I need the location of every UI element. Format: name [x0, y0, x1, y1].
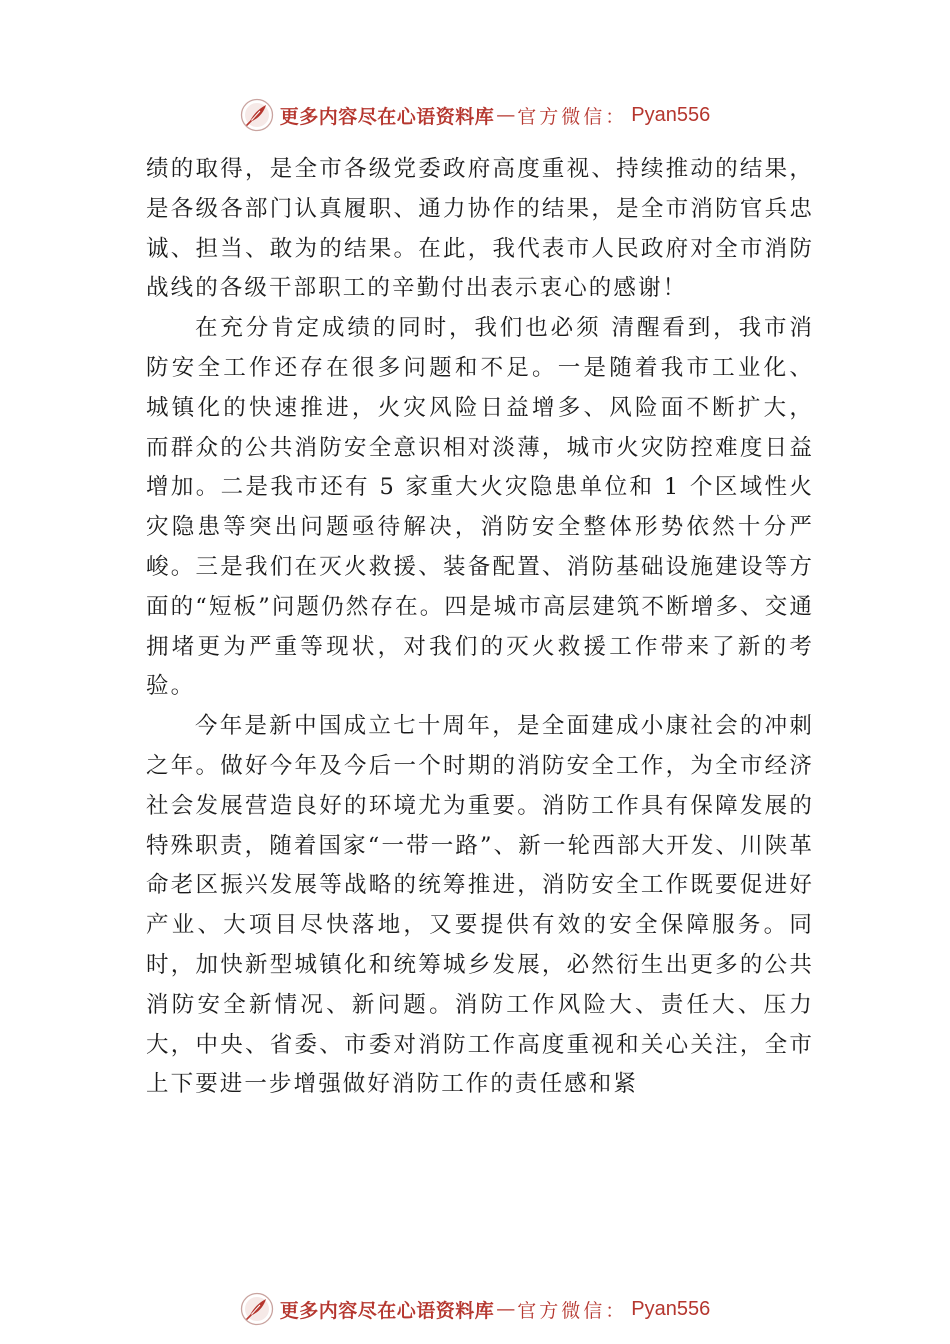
- banner-official-label: 官方微信：: [517, 1299, 628, 1322]
- banner-separator: —: [496, 1298, 516, 1320]
- banner-wechat-id: Pyan556: [631, 103, 711, 126]
- header-banner: [0, 95, 950, 135]
- banner-brand-text: 更多内容尽在心语资料库: [279, 1299, 495, 1322]
- paragraph-3: 今年是新中国成立七十周年，是全面建成小康社会的冲刺之年。做好今年及今后一个时期的消防安全工作，为全市经济社会发展营造良好的环境尤为重要。消防工作具有保障发展的特殊职责，随着国家“一带一路”、新一轮西部大开发、川陕革命老区振兴发展等战略的统筹推进，消防安全工作既要促进好产业、大项目尽快落地，又要提供有效的安全保障服务。同时，加快新型城镇化和统筹城乡发展，必然衍生出更多的公共消防安全新情况、新问题。消防工作风险大、责任大、压力大，中央、省委、市委对消防工作高度重视和关心关注，全市上下要进一步增强做好消防工作的责任感和紧: [146, 713, 814, 1098]
- banner-wechat-id: Pyan556: [631, 1297, 711, 1320]
- quill-pen-logo-icon: [240, 1292, 274, 1326]
- paragraph-2: 在充分肯定成绩的同时，我们也必须 清醒看到，我市消防安全工作还存在很多问题和不足。一是随着我市工业化、 城镇化的快速推进，火灾风险日益增多、风险面不断扩大， 而群众的公共消防安全意识相对淡薄，城市火灾防控难度日益增加。二是我市还有 5 家重大火灾隐患单位和 1 个区域性火灾隐患等突出问题亟待解决，消防安全整体形势依然十分严峻。三是我们在灭火救援、装备配置、消防基础设施建设等方面的“短板”问题仍然存在。四是城市高层建筑不断增多、交通拥堵更为严重等现状，对我们的灭火救援工作带来了新的考验。: [146, 315, 814, 700]
- document-body: [146, 150, 814, 1105]
- paragraph-1: 绩的取得，是全市各级党委政府高度重视、持续推动的结果，是各级各部门认真履职、通力协作的结果，是全市消防官兵忠诚、担当、敢为的结果。在此，我代表市人民政府对全市消防战线的各级干部职工的辛勤付出表示衷心的感谢！: [146, 156, 814, 302]
- banner-separator: —: [496, 104, 516, 126]
- quill-pen-logo-icon: [240, 98, 274, 132]
- footer-banner: [0, 1289, 950, 1329]
- banner-official-label: 官方微信：: [517, 105, 628, 128]
- banner-brand-text: 更多内容尽在心语资料库: [279, 105, 495, 128]
